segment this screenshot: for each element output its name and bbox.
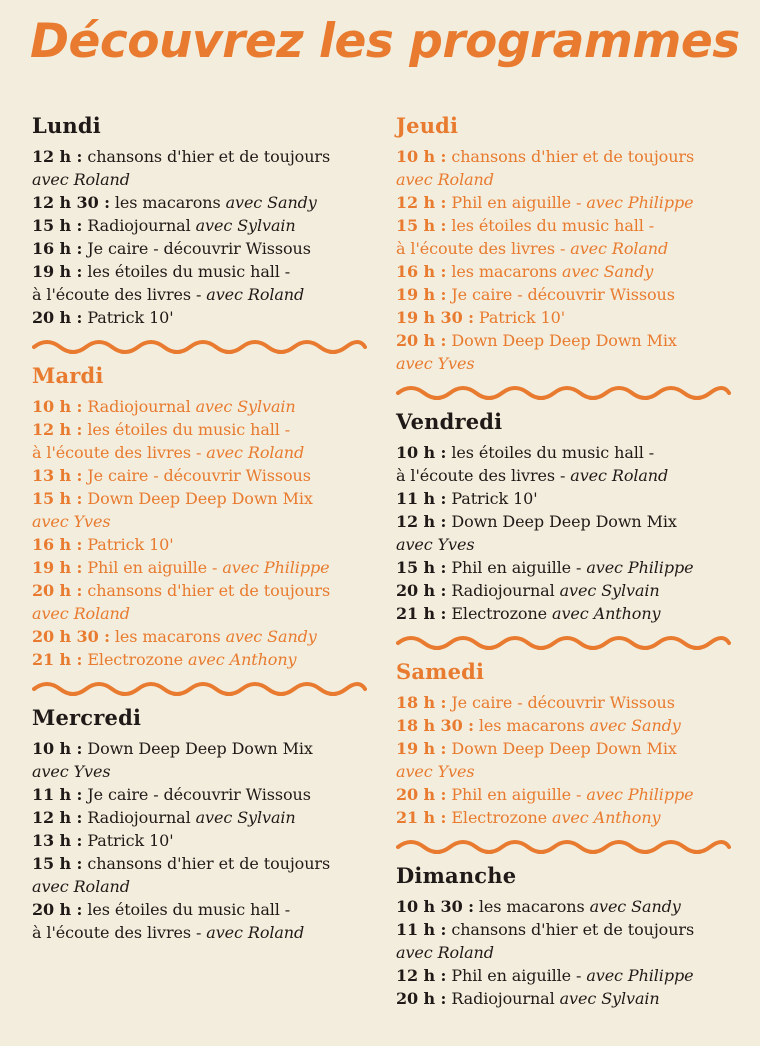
program-time: 20 h : xyxy=(396,785,447,804)
program-host: avec Yves xyxy=(396,535,475,554)
program-list xyxy=(32,395,377,671)
program-title: Down Deep Deep Down Mix xyxy=(446,331,677,350)
program-line xyxy=(32,214,377,237)
program-title: chansons d'hier et de toujours xyxy=(82,581,331,600)
day-mardi xyxy=(32,363,377,671)
program-host: avec Roland xyxy=(32,877,130,896)
day-title: Lundi xyxy=(32,113,101,138)
program-time: 16 h : xyxy=(32,535,83,554)
program-time: 19 h : xyxy=(396,285,447,304)
program-time: 19 h : xyxy=(32,262,83,281)
program-line xyxy=(32,464,377,487)
program-line xyxy=(396,191,741,214)
program-title: Je caire - découvrir Wissous xyxy=(82,466,311,485)
program-line xyxy=(396,168,741,191)
program-host: avec Roland xyxy=(206,443,305,462)
program-title: Phil en aiguille - xyxy=(446,966,587,985)
day-lundi xyxy=(32,113,377,329)
program-line xyxy=(32,852,377,875)
program-line xyxy=(396,237,741,260)
program-line xyxy=(32,898,377,921)
program-host: avec Sylvain xyxy=(195,216,296,235)
program-list xyxy=(396,441,741,625)
program-title: à l'écoute des livres - xyxy=(32,285,207,304)
program-host: avec Philippe xyxy=(222,558,330,577)
program-host: avec Sylvain xyxy=(195,808,296,827)
wave-divider xyxy=(396,839,731,855)
program-list xyxy=(396,145,741,375)
program-title: les macarons xyxy=(473,897,590,916)
program-host: avec Roland xyxy=(206,923,305,942)
program-host: avec Yves xyxy=(32,512,111,531)
program-time: 11 h : xyxy=(32,785,83,804)
program-host: avec Philippe xyxy=(586,558,694,577)
program-time: 12 h : xyxy=(396,512,447,531)
program-time: 12 h : xyxy=(396,966,447,985)
program-title: Down Deep Deep Down Mix xyxy=(82,739,313,758)
program-line xyxy=(32,237,377,260)
program-list xyxy=(32,737,377,944)
program-host: avec Yves xyxy=(396,762,475,781)
wave-divider xyxy=(32,339,367,355)
program-time: 11 h : xyxy=(396,489,447,508)
day-jeudi xyxy=(396,113,741,375)
program-time: 15 h : xyxy=(396,216,447,235)
program-host: avec Sandy xyxy=(562,262,654,281)
program-title: Patrick 10' xyxy=(473,308,566,327)
program-time: 10 h : xyxy=(32,397,83,416)
program-line xyxy=(32,921,377,944)
program-time: 16 h : xyxy=(32,239,83,258)
program-line xyxy=(32,648,377,671)
program-line xyxy=(396,964,741,987)
program-line xyxy=(396,352,741,375)
program-title: Patrick 10' xyxy=(82,831,174,850)
program-host: avec Roland xyxy=(570,466,669,485)
program-line xyxy=(396,556,741,579)
program-title: les macarons xyxy=(473,716,590,735)
program-title: Je caire - découvrir Wissous xyxy=(446,693,675,712)
program-title: Down Deep Deep Down Mix xyxy=(446,512,677,531)
program-line xyxy=(32,533,377,556)
program-title: les étoiles du music hall - xyxy=(82,420,291,439)
program-title: Phil en aiguille - xyxy=(446,193,587,212)
program-title: chansons d'hier et de toujours xyxy=(446,920,695,939)
program-title: Radiojournal xyxy=(446,989,560,1008)
program-host: avec Anthony xyxy=(552,604,661,623)
program-line xyxy=(396,510,741,533)
program-time: 13 h : xyxy=(32,831,83,850)
program-time: 19 h : xyxy=(32,558,83,577)
program-title: Down Deep Deep Down Mix xyxy=(82,489,313,508)
program-time: 10 h : xyxy=(32,739,83,758)
program-list xyxy=(396,895,741,1010)
day-vendredi xyxy=(396,409,741,625)
program-title: Phil en aiguille - xyxy=(82,558,223,577)
program-line xyxy=(396,533,741,556)
program-host: avec Sylvain xyxy=(559,989,660,1008)
program-line xyxy=(396,783,741,806)
program-title: Patrick 10' xyxy=(446,489,538,508)
program-time: 20 h : xyxy=(32,581,83,600)
program-line xyxy=(396,737,741,760)
program-title: à l'écoute des livres - xyxy=(32,443,207,462)
day-title: Jeudi xyxy=(396,113,459,138)
program-line xyxy=(32,783,377,806)
program-title: Radiojournal xyxy=(82,397,196,416)
program-host: avec Philippe xyxy=(586,785,694,804)
program-time: 20 h : xyxy=(396,331,447,350)
program-host: avec Yves xyxy=(32,762,111,781)
program-title: Phil en aiguille - xyxy=(446,558,587,577)
program-title: chansons d'hier et de toujours xyxy=(82,147,331,166)
program-time: 21 h : xyxy=(32,650,83,669)
page-title: Découvrez les programmes xyxy=(30,14,740,69)
program-line xyxy=(32,806,377,829)
program-line xyxy=(396,441,741,464)
program-time: 21 h : xyxy=(396,604,447,623)
program-time: 10 h : xyxy=(396,147,447,166)
program-host: avec Sandy xyxy=(589,716,681,735)
program-line xyxy=(32,306,377,329)
wave-divider xyxy=(396,385,731,401)
program-line xyxy=(396,918,741,941)
program-list xyxy=(32,145,377,329)
program-line xyxy=(396,941,741,964)
day-title: Vendredi xyxy=(396,409,503,434)
program-title: Phil en aiguille - xyxy=(446,785,587,804)
program-host: avec Roland xyxy=(32,170,130,189)
program-line xyxy=(396,306,741,329)
program-time: 18 h 30 : xyxy=(396,716,474,735)
wave-divider xyxy=(396,635,731,651)
program-line xyxy=(396,260,741,283)
left-column xyxy=(32,113,377,944)
program-time: 13 h : xyxy=(32,466,83,485)
program-title: les étoiles du music hall - xyxy=(82,900,291,919)
program-host: avec Roland xyxy=(206,285,305,304)
program-title: Electrozone xyxy=(82,650,189,669)
program-time: 15 h : xyxy=(32,216,83,235)
program-line xyxy=(32,283,377,306)
program-line xyxy=(396,145,741,168)
program-line xyxy=(396,579,741,602)
program-title: Down Deep Deep Down Mix xyxy=(446,739,677,758)
program-line xyxy=(32,760,377,783)
program-line xyxy=(32,875,377,898)
program-time: 20 h : xyxy=(32,308,83,327)
program-line xyxy=(396,806,741,829)
program-title: Electrozone xyxy=(446,808,553,827)
program-host: avec Anthony xyxy=(188,650,297,669)
program-title: Je caire - découvrir Wissous xyxy=(82,239,311,258)
program-title: à l'écoute des livres - xyxy=(32,923,207,942)
program-line xyxy=(396,987,741,1010)
program-time: 21 h : xyxy=(396,808,447,827)
program-title: Patrick 10' xyxy=(82,308,174,327)
program-title: Electrozone xyxy=(446,604,553,623)
program-line xyxy=(396,464,741,487)
program-time: 12 h : xyxy=(32,808,83,827)
program-host: avec Sandy xyxy=(225,627,317,646)
day-dimanche xyxy=(396,863,741,1010)
program-line xyxy=(32,829,377,852)
day-mercredi xyxy=(32,705,377,944)
program-line xyxy=(396,487,741,510)
program-time: 16 h : xyxy=(396,262,447,281)
program-line xyxy=(396,283,741,306)
program-time: 20 h 30 : xyxy=(32,627,110,646)
day-samedi xyxy=(396,659,741,829)
program-title: à l'écoute des livres - xyxy=(396,466,571,485)
program-line xyxy=(396,329,741,352)
program-host: avec Roland xyxy=(32,604,130,623)
program-line xyxy=(32,145,377,168)
program-line xyxy=(32,737,377,760)
program-host: avec Roland xyxy=(396,170,494,189)
program-time: 12 h : xyxy=(396,193,447,212)
program-host: avec Roland xyxy=(396,943,494,962)
program-title: les étoiles du music hall - xyxy=(82,262,291,281)
program-time: 15 h : xyxy=(32,854,83,873)
program-time: 10 h : xyxy=(396,443,447,462)
program-time: 12 h : xyxy=(32,420,83,439)
program-line xyxy=(396,760,741,783)
program-host: avec Philippe xyxy=(586,193,694,212)
program-title: les étoiles du music hall - xyxy=(446,443,655,462)
program-line xyxy=(396,895,741,918)
program-line xyxy=(396,602,741,625)
right-column xyxy=(396,113,741,1010)
program-host: avec Sylvain xyxy=(559,581,660,600)
program-line xyxy=(32,260,377,283)
program-line xyxy=(32,602,377,625)
program-time: 19 h 30 : xyxy=(396,308,474,327)
program-line xyxy=(396,714,741,737)
program-time: 12 h 30 : xyxy=(32,193,110,212)
program-line xyxy=(32,487,377,510)
program-host: avec Philippe xyxy=(586,966,694,985)
program-time: 15 h : xyxy=(396,558,447,577)
program-title: Radiojournal xyxy=(82,808,196,827)
program-time: 18 h : xyxy=(396,693,447,712)
program-time: 20 h : xyxy=(396,989,447,1008)
program-time: 20 h : xyxy=(396,581,447,600)
program-line xyxy=(32,625,377,648)
program-line xyxy=(396,214,741,237)
wave-divider xyxy=(32,681,367,697)
program-time: 11 h : xyxy=(396,920,447,939)
program-title: Radiojournal xyxy=(82,216,196,235)
program-line xyxy=(32,510,377,533)
program-line xyxy=(396,691,741,714)
program-host: avec Sandy xyxy=(225,193,317,212)
program-host: avec Sandy xyxy=(589,897,681,916)
day-title: Samedi xyxy=(396,659,485,684)
program-time: 15 h : xyxy=(32,489,83,508)
day-title: Mercredi xyxy=(32,705,142,730)
program-host: avec Yves xyxy=(396,354,475,373)
program-time: 20 h : xyxy=(32,900,83,919)
program-line xyxy=(32,395,377,418)
program-title: les étoiles du music hall - xyxy=(446,216,655,235)
day-title: Mardi xyxy=(32,363,104,388)
program-host: avec Anthony xyxy=(552,808,661,827)
program-title: à l'écoute des livres - xyxy=(396,239,571,258)
program-title: Je caire - découvrir Wissous xyxy=(446,285,675,304)
program-line xyxy=(32,418,377,441)
program-title: les macarons xyxy=(446,262,563,281)
program-line xyxy=(32,168,377,191)
program-title: les macarons xyxy=(109,193,226,212)
program-time: 10 h 30 : xyxy=(396,897,474,916)
program-line xyxy=(32,556,377,579)
program-host: avec Roland xyxy=(570,239,669,258)
program-host: avec Sylvain xyxy=(195,397,296,416)
program-title: Je caire - découvrir Wissous xyxy=(82,785,311,804)
program-time: 19 h : xyxy=(396,739,447,758)
program-title: Radiojournal xyxy=(446,581,560,600)
program-title: chansons d'hier et de toujours xyxy=(82,854,331,873)
program-title: Patrick 10' xyxy=(82,535,174,554)
program-time: 12 h : xyxy=(32,147,83,166)
program-line xyxy=(32,441,377,464)
day-title: Dimanche xyxy=(396,863,517,888)
program-title: les macarons xyxy=(109,627,226,646)
program-line xyxy=(32,579,377,602)
program-line xyxy=(32,191,377,214)
program-title: chansons d'hier et de toujours xyxy=(446,147,695,166)
program-list xyxy=(396,691,741,829)
